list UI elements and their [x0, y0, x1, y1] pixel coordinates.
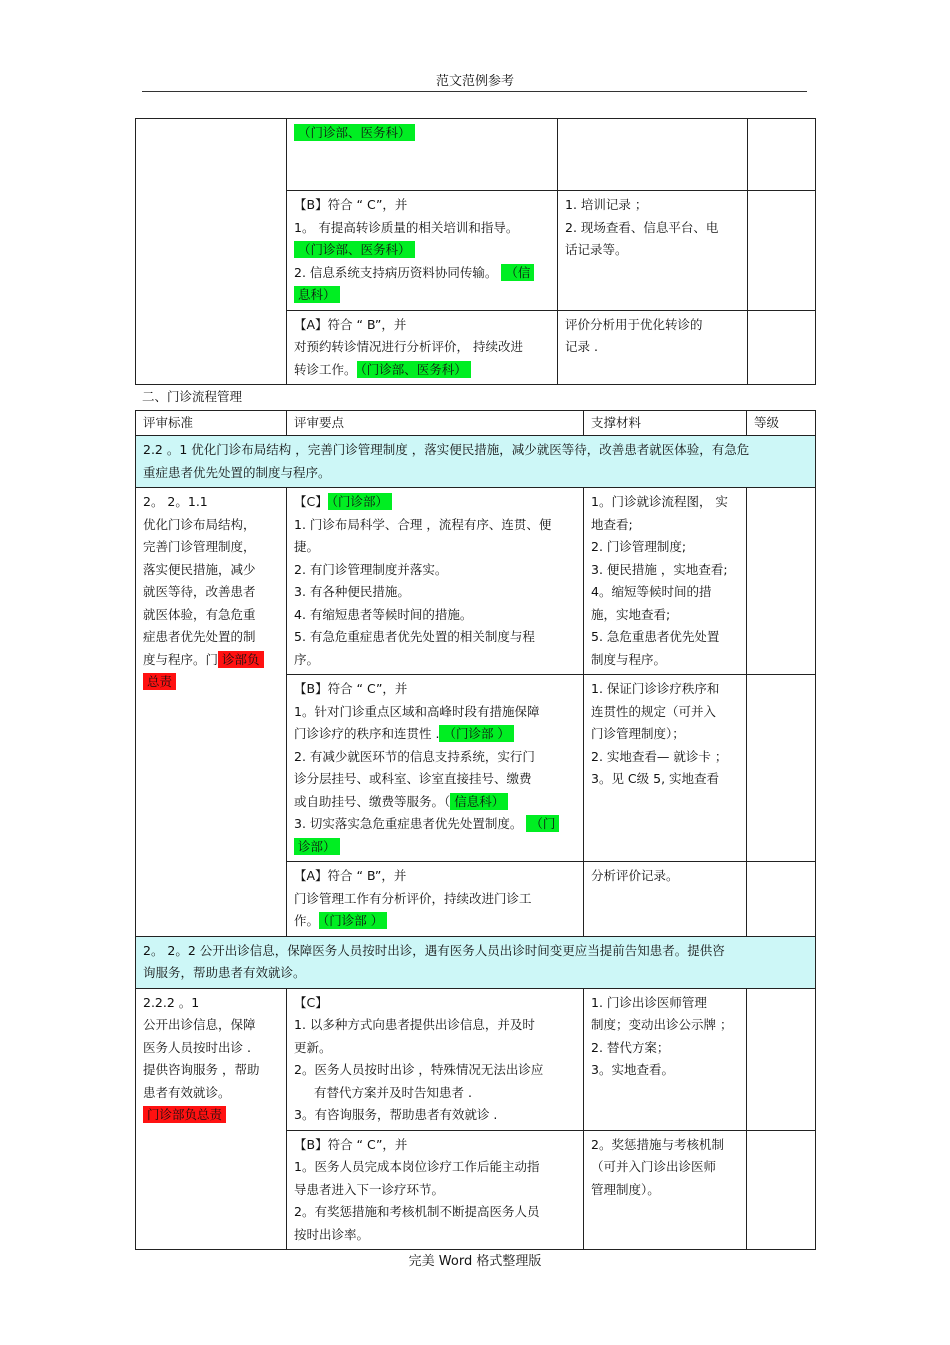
- text-line: 门诊诊疗的秩序和连贯性 .: [294, 726, 440, 741]
- text-line: 4。缩短等候时间的措: [591, 584, 712, 599]
- text-line: 2. 现场查看、信息平台、电: [565, 219, 719, 235]
- text-line: 2。有奖惩措施和考核机制不断提高医务人员: [294, 1204, 540, 1219]
- dept-tag: （信: [501, 264, 534, 281]
- text-line: 1。针对门诊重点区域和高峰时段有措施保障: [294, 703, 540, 719]
- grade-b-material-cell: [558, 191, 748, 311]
- continuation-grade-cell: [748, 119, 816, 191]
- text-line: 3。实地查看。: [591, 1062, 674, 1077]
- text-line: 4. 有缩短患者等候时间的措施。: [294, 606, 473, 622]
- grade-cell: [747, 488, 816, 675]
- text-line: 地查看;: [591, 516, 633, 532]
- text-line: 更新。: [294, 1039, 332, 1055]
- text-line: 有替代方案并及时告知患者 .: [314, 1084, 472, 1100]
- text-line: 2. 有减少就医环节的信息支持系统，实行门: [294, 748, 535, 764]
- text-line: 1。 有提高转诊质量的相关培训和指导。: [294, 219, 519, 235]
- responsibility-tag: 诊部负: [218, 651, 264, 668]
- text-line: 话记录等。: [565, 242, 628, 257]
- grade-b-point-cell: [287, 191, 558, 311]
- grade-c-point-cell: [287, 488, 584, 675]
- text-line: 2。 2。1.1: [143, 494, 208, 509]
- text-line: 捷。: [294, 539, 320, 554]
- text-line: 2. 实地查看— 就诊卡 ；: [591, 748, 728, 764]
- text-line: 诊分层挂号、或科室、诊室直接挂号、缴费: [294, 771, 532, 786]
- text-line: 1. 门诊布局科学、合理 ，流程有序、连贯、便: [294, 516, 552, 532]
- text-line: 度与程序。门: [143, 651, 219, 667]
- text-line: 2。奖惩措施与考核机制: [591, 1136, 724, 1152]
- text-line: 转诊工作。: [294, 361, 357, 377]
- text-line: 公开出诊信息，保障: [143, 1017, 256, 1032]
- text-line: 评价分析用于优化转诊的: [565, 316, 703, 332]
- text-line: 2. 替代方案；: [591, 1039, 670, 1055]
- grade-cell: [748, 310, 816, 385]
- text-line: 【B】符合 “ C”，并: [294, 197, 408, 212]
- text-line: 【C】: [294, 994, 328, 1010]
- text-line: 重症患者优先处置的制度与程序。: [143, 464, 331, 480]
- text-line: 导患者进入下一诊疗环节。: [294, 1181, 445, 1197]
- grade-c-point-cell: [287, 988, 584, 1130]
- text-line: 3。有咨询服务，帮助患者有效就诊 .: [294, 1107, 498, 1122]
- grade-c-material-cell: [584, 988, 747, 1130]
- dept-tag: 息科）: [294, 286, 340, 303]
- dept-tag: （门诊部）: [328, 493, 392, 510]
- text-line: 施，实地查看;: [591, 606, 671, 622]
- section-banner: [136, 936, 816, 988]
- text-line: 完善门诊管理制度，: [143, 539, 256, 554]
- dept-tag: （门: [526, 815, 559, 832]
- text-line: 对预约转诊情况进行分析评价， 持续改进: [294, 339, 523, 354]
- header-points: 评审要点: [287, 411, 584, 436]
- text-line: 5. 有急危重症患者优先处置的相关制度与程: [294, 629, 535, 644]
- text-line: 【B】符合 “ C”，并: [294, 681, 408, 696]
- header-standard: 评审标准: [136, 411, 287, 436]
- text-line: 1. 培训记录 ；: [565, 197, 648, 212]
- text-line: 分析评价记录。: [591, 868, 679, 883]
- text-line: 3. 切实落实急危重症患者优先处置制度。: [294, 816, 523, 831]
- text-line: 记录 .: [565, 339, 598, 354]
- grade-a-point-cell: [287, 862, 584, 937]
- grade-b-material-cell: [584, 1130, 747, 1250]
- text-line: 门诊管理工作有分析评价，持续改进门诊工: [294, 890, 532, 906]
- text-line: 就医等待，改善患者: [143, 584, 256, 599]
- responsibility-tag: 总责: [143, 673, 176, 690]
- text-line: 2。医务人员按时出诊 ，特殊情况无法出诊应: [294, 1062, 544, 1077]
- grade-cell: [748, 191, 816, 311]
- text-line: 1。门诊就诊流程图， 实: [591, 494, 728, 509]
- grade-b-point-cell: [287, 1130, 584, 1250]
- continuation-standard-cell: [136, 119, 287, 385]
- grade-c-material-cell: [584, 488, 747, 675]
- text-line: 制度；变动出诊公示牌 ；: [591, 1017, 733, 1032]
- grade-a-material-cell: [584, 862, 747, 937]
- text-line: 序。: [294, 651, 320, 667]
- dept-tag: （门诊部、医务科）: [294, 124, 415, 141]
- text-line: 提供咨询服务 ，帮助: [143, 1062, 260, 1077]
- dept-tag: （门诊部、医务科）: [294, 241, 415, 258]
- text-line: 1. 以多种方式向患者提供出诊信息，并及时: [294, 1017, 535, 1032]
- page-footer: 完美 Word 格式整理版: [408, 1254, 542, 1269]
- text-line: 制度与程序。: [591, 651, 667, 667]
- text-line: 或自助挂号、缴费等服务。（: [294, 793, 451, 809]
- section-banner: [136, 436, 816, 488]
- text-line: 2.2.2 。1: [143, 994, 200, 1010]
- page-header: 范文范例参考: [435, 74, 514, 89]
- text-line: 2。 2。2 公开出诊信息，保障医务人员按时出诊，遇有医务人员出诊时间变更应当提前告知患者。提供咨: [143, 942, 725, 958]
- text-line: 门诊管理制度）；: [591, 726, 685, 741]
- continuation-table: [135, 118, 816, 385]
- grade-cell: [747, 988, 816, 1130]
- header-materials: 支撑材料: [584, 411, 747, 436]
- text-line: 2.2 。1 优化门诊布局结构 ，完善门诊管理制度 ，落实便民措施，减少就医等待，改善患者就医体验，有急危: [143, 442, 750, 457]
- dept-tag: 诊部）: [294, 838, 340, 855]
- text-line: 【C】: [294, 494, 328, 509]
- text-line: 症患者优先处置的制: [143, 629, 256, 644]
- responsibility-tag: 门诊部负总责: [143, 1106, 226, 1123]
- text-line: 患者有效就诊。: [143, 1084, 231, 1100]
- text-line: 3. 便民措施 ，实地查看;: [591, 561, 728, 577]
- grade-b-material-cell: [584, 675, 747, 862]
- dept-tag: （门诊部、医务科）: [357, 361, 471, 378]
- continuation-material-cell: [558, 119, 748, 191]
- text-line: 1. 门诊出诊医师管理: [591, 994, 707, 1010]
- review-table: [135, 410, 816, 1250]
- text-line: 1。医务人员完成本岗位诊疗工作后能主动指: [294, 1159, 540, 1174]
- text-line: 优化门诊布局结构，: [143, 516, 256, 532]
- dept-tag: （门诊部 ）: [439, 725, 513, 742]
- text-line: 【A】符合 “ B”，并: [294, 316, 407, 332]
- text-line: （可并入门诊出诊医师: [591, 1159, 717, 1174]
- grade-a-material-cell: [558, 310, 748, 385]
- text-line: 管理制度）。: [591, 1181, 660, 1197]
- text-line: 询服务，帮助患者有效就诊。: [143, 965, 306, 980]
- grade-a-point-cell: [287, 310, 558, 385]
- text-line: 就医体验，有急危重: [143, 606, 256, 622]
- text-line: 作。: [294, 913, 320, 928]
- text-line: 3。见 C级 5, 实地查看: [591, 771, 720, 786]
- text-line: 5. 急危重患者优先处置: [591, 629, 720, 644]
- grade-cell: [747, 862, 816, 937]
- text-line: 【A】符合 “ B”，并: [294, 868, 407, 883]
- header-rule: [142, 91, 807, 92]
- text-line: 连贯性的规定（可并入: [591, 703, 717, 719]
- grade-cell: [747, 675, 816, 862]
- text-line: 2. 门诊管理制度;: [591, 539, 687, 554]
- grade-cell: [747, 1130, 816, 1250]
- section-title: 二、门诊流程管理: [142, 389, 243, 404]
- dept-tag: 信息科）: [450, 793, 508, 810]
- grade-b-point-cell: [287, 675, 584, 862]
- dept-tag: （门诊部 ）: [319, 912, 387, 929]
- text-line: 落实便民措施，减少: [143, 561, 256, 577]
- standard-cell: [136, 988, 287, 1250]
- standard-cell: [136, 488, 287, 937]
- text-line: 2. 信息系统支持病历资料协同传输。: [294, 264, 498, 280]
- text-line: 2. 有门诊管理制度并落实。: [294, 561, 448, 577]
- text-line: 1. 保证门诊诊疗秩序和: [591, 681, 720, 696]
- text-line: 3. 有各种便民措施。: [294, 584, 410, 599]
- text-line: 医务人员按时出诊 .: [143, 1039, 251, 1055]
- continuation-point-cell: [287, 119, 558, 191]
- text-line: 按时出诊率。: [294, 1226, 370, 1242]
- text-line: 【B】符合 “ C”，并: [294, 1136, 408, 1152]
- header-grade: 等级: [747, 411, 816, 436]
